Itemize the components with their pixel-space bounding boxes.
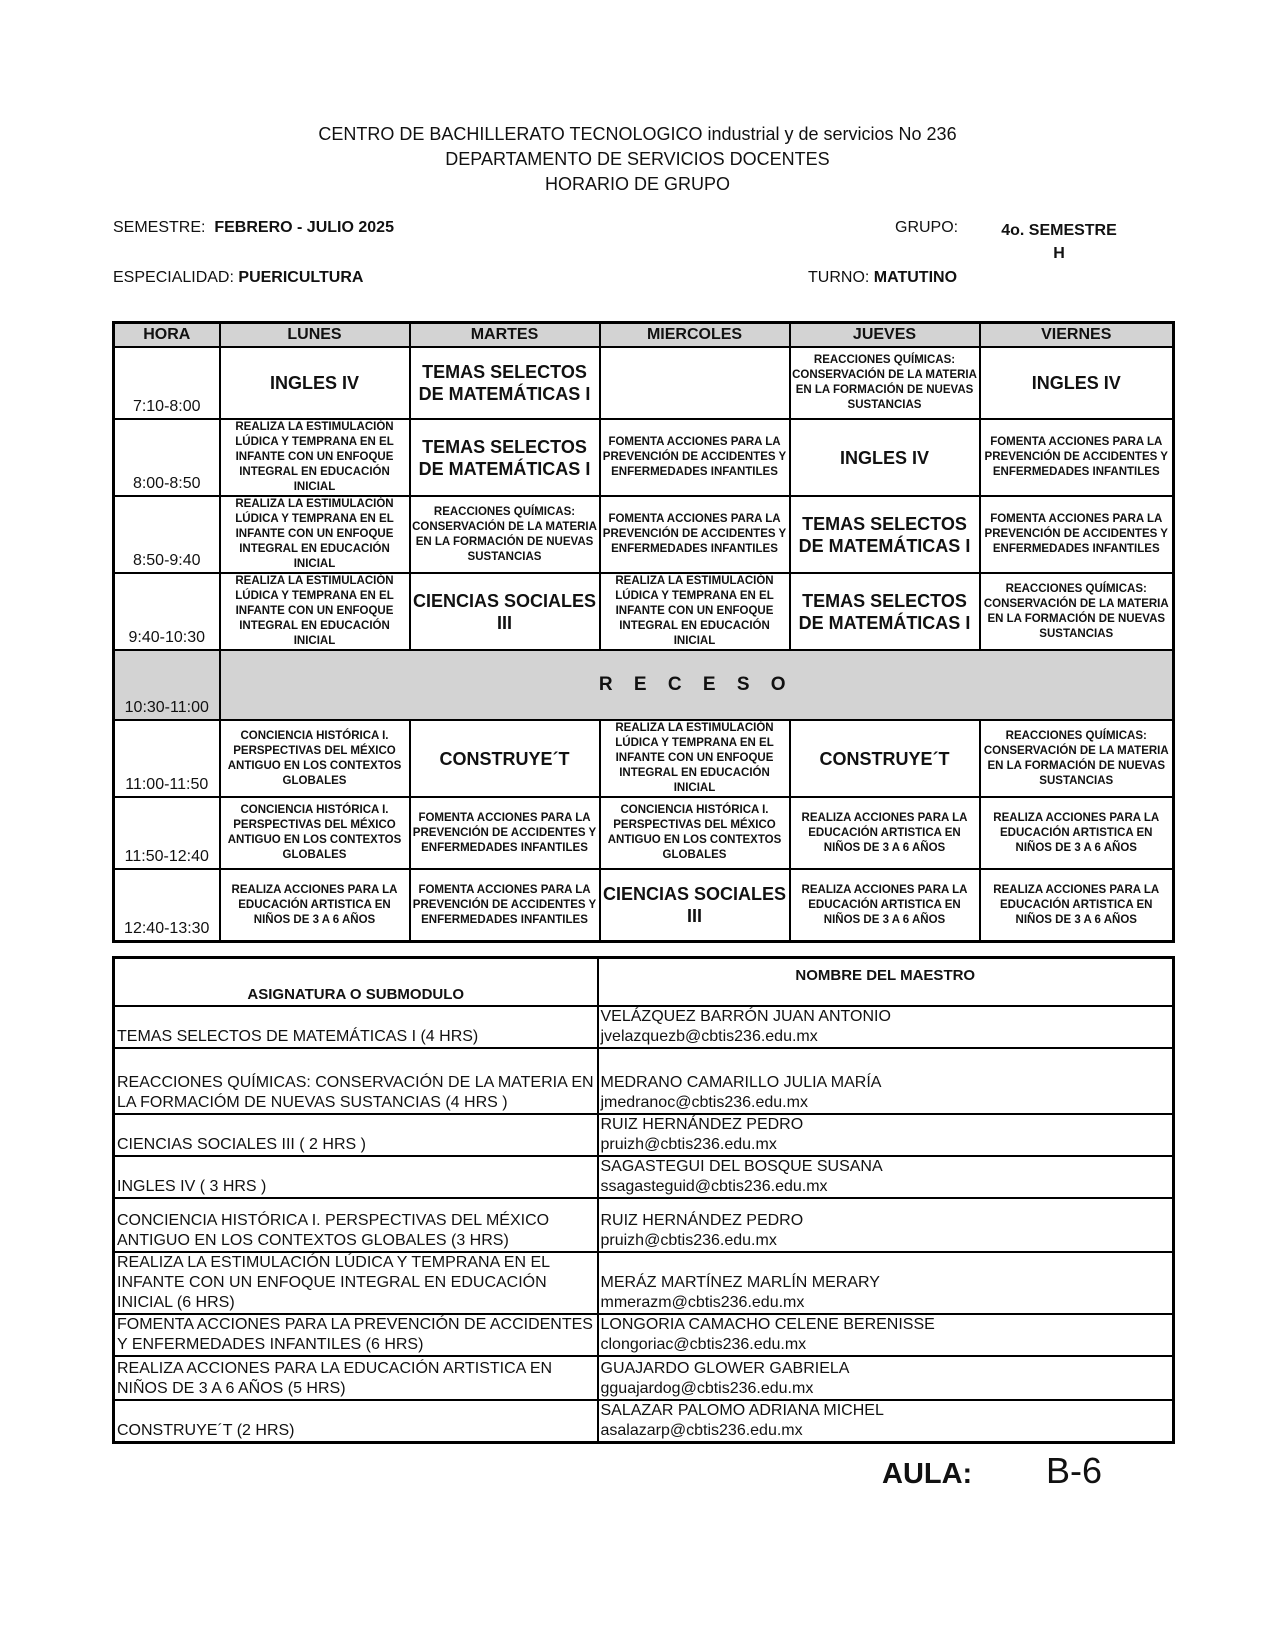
class-cell: REALIZA LA ESTIMULACIÓN LÚDICA Y TEMPRANA EN EL INFANTE CON UN ENFOQUE INTEGRAL EN EDUCACIÓN INICIAL — [220, 496, 410, 573]
teacher-row — [114, 1198, 1174, 1252]
class-cell: INGLES IV — [220, 347, 410, 419]
subject-cell: FOMENTA ACCIONES PARA LA PREVENCIÓN DE ACCIDENTES Y ENFERMEDADES INFANTILES (6 HRS) — [114, 1314, 598, 1356]
recess-row — [114, 650, 1174, 720]
class-cell: REALIZA ACCIONES PARA LA EDUCACIÓN ARTISTICA EN NIÑOS DE 3 A 6 AÑOS — [980, 797, 1174, 869]
hour-cell: 8:50-9:40 — [114, 496, 220, 573]
teacher-row — [114, 1356, 1174, 1400]
hour-cell: 12:40-13:30 — [114, 869, 220, 942]
teacher-row — [114, 1048, 1174, 1114]
especialidad-info — [113, 269, 363, 287]
teacher-cell — [598, 1048, 1174, 1114]
schedule-table — [112, 321, 1175, 943]
subject-cell: CONCIENCIA HISTÓRICA I. PERSPECTIVAS DEL MÉXICO ANTIGUO EN LOS CONTEXTOS GLOBALES (3 HRS) — [114, 1198, 598, 1252]
class-cell: REACCIONES QUÍMICAS: CONSERVACIÓN DE LA MATERIA EN LA FORMACIÓN DE NUEVAS SUSTANCIAS — [410, 496, 600, 573]
class-cell: CONSTRUYE´T — [410, 720, 600, 797]
class-cell: FOMENTA ACCIONES PARA LA PREVENCIÓN DE ACCIDENTES Y ENFERMEDADES INFANTILES — [980, 496, 1174, 573]
teacher-name: RUIZ HERNÁNDEZ PEDRO — [600, 1212, 804, 1229]
turno-label: TURNO: — [808, 269, 870, 286]
class-cell: CONCIENCIA HISTÓRICA I. PERSPECTIVAS DEL MÉXICO ANTIGUO EN LOS CONTEXTOS GLOBALES — [600, 797, 790, 869]
class-cell — [600, 347, 790, 419]
class-cell: REALIZA ACCIONES PARA LA EDUCACIÓN ARTISTICA EN NIÑOS DE 3 A 6 AÑOS — [790, 797, 980, 869]
schedule-row — [114, 797, 1174, 869]
grupo-value-line2: H — [1053, 245, 1065, 262]
class-cell: REALIZA ACCIONES PARA LA EDUCACIÓN ARTISTICA EN NIÑOS DE 3 A 6 AÑOS — [790, 869, 980, 942]
header-jueves: JUEVES — [790, 323, 980, 348]
schedule-row — [114, 869, 1174, 942]
hour-cell: 8:00-8:50 — [114, 419, 220, 496]
teacher-row — [114, 1006, 1174, 1048]
subject-cell: INGLES IV ( 3 HRS ) — [114, 1156, 598, 1198]
hour-cell: 7:10-8:00 — [114, 347, 220, 419]
recess-hour-cell: 10:30-11:00 — [114, 650, 220, 720]
header-hora: HORA — [114, 323, 220, 348]
turno-value: MATUTINO — [873, 269, 958, 286]
teacher-cell — [598, 1198, 1174, 1252]
teacher-row — [114, 1400, 1174, 1443]
header-lunes: LUNES — [220, 323, 410, 348]
schedule-header-row — [114, 323, 1174, 348]
grupo-value-line1: 4o. SEMESTRE — [1001, 222, 1117, 239]
teacher-name: LONGORIA CAMACHO CELENE BERENISSE — [600, 1316, 935, 1333]
subject-cell: REACCIONES QUÍMICAS: CONSERVACIÓN DE LA MATERIA EN LA FORMACIÓM DE NUEVAS SUSTANCIAS (4 HRS ) — [114, 1048, 598, 1114]
header-viernes: VIERNES — [980, 323, 1174, 348]
turno-info — [808, 269, 957, 287]
department-name: DEPARTAMENTO DE SERVICIOS DOCENTES — [445, 149, 830, 169]
grupo-value — [979, 219, 1139, 265]
hour-cell: 9:40-10:30 — [114, 573, 220, 650]
header-asignatura: ASIGNATURA O SUBMODULO — [114, 958, 598, 1007]
class-cell: FOMENTA ACCIONES PARA LA PREVENCIÓN DE ACCIDENTES Y ENFERMEDADES INFANTILES — [410, 869, 600, 942]
header-maestro: NOMBRE DEL MAESTRO — [598, 958, 1174, 1007]
semestre-info — [113, 219, 394, 237]
class-cell: CONCIENCIA HISTÓRICA I. PERSPECTIVAS DEL MÉXICO ANTIGUO EN LOS CONTEXTOS GLOBALES — [220, 797, 410, 869]
subject-cell: CIENCIAS SOCIALES III ( 2 HRS ) — [114, 1114, 598, 1156]
class-cell: CONSTRUYE´T — [790, 720, 980, 797]
teacher-email: jmedranoc@cbtis236.edu.mx — [600, 1094, 808, 1111]
especialidad-label: ESPECIALIDAD: — [113, 269, 234, 286]
subject-cell: REALIZA ACCIONES PARA LA EDUCACIÓN ARTISTICA EN NIÑOS DE 3 A 6 AÑOS (5 HRS) — [114, 1356, 598, 1400]
teacher-email: pruizh@cbtis236.edu.mx — [600, 1136, 777, 1153]
teacher-name: SAGASTEGUI DEL BOSQUE SUSANA — [600, 1158, 883, 1175]
teacher-email: asalazarp@cbtis236.edu.mx — [600, 1422, 803, 1439]
aula-label: AULA: — [882, 1458, 973, 1490]
schedule-row — [114, 347, 1174, 419]
class-cell: REALIZA ACCIONES PARA LA EDUCACIÓN ARTISTICA EN NIÑOS DE 3 A 6 AÑOS — [220, 869, 410, 942]
teacher-row — [114, 1314, 1174, 1356]
class-cell: TEMAS SELECTOS DE MATEMÁTICAS I — [410, 419, 600, 496]
teacher-name: SALAZAR PALOMO ADRIANA MICHEL — [600, 1402, 884, 1419]
especialidad-value: PUERICULTURA — [238, 269, 364, 286]
class-cell: REACCIONES QUÍMICAS: CONSERVACIÓN DE LA MATERIA EN LA FORMACIÓN DE NUEVAS SUSTANCIAS — [980, 720, 1174, 797]
schedule-row — [114, 419, 1174, 496]
class-cell: CONCIENCIA HISTÓRICA I. PERSPECTIVAS DEL MÉXICO ANTIGUO EN LOS CONTEXTOS GLOBALES — [220, 720, 410, 797]
teacher-cell — [598, 1400, 1174, 1443]
class-cell: FOMENTA ACCIONES PARA LA PREVENCIÓN DE ACCIDENTES Y ENFERMEDADES INFANTILES — [980, 419, 1174, 496]
class-cell: CIENCIAS SOCIALES III — [410, 573, 600, 650]
class-cell: INGLES IV — [790, 419, 980, 496]
class-cell: TEMAS SELECTOS DE MATEMÁTICAS I — [790, 573, 980, 650]
aula-value: B-6 — [1046, 1450, 1103, 1491]
class-cell: REACCIONES QUÍMICAS: CONSERVACIÓN DE LA MATERIA EN LA FORMACIÓN DE NUEVAS SUSTANCIAS — [790, 347, 980, 419]
subject-cell: TEMAS SELECTOS DE MATEMÁTICAS I (4 HRS) — [114, 1006, 598, 1048]
teachers-body — [114, 1006, 1174, 1443]
teacher-cell — [598, 1252, 1174, 1314]
class-cell: REALIZA LA ESTIMULACIÓN LÚDICA Y TEMPRANA EN EL INFANTE CON UN ENFOQUE INTEGRAL EN EDUCACIÓN INICIAL — [220, 573, 410, 650]
teacher-row — [114, 1252, 1174, 1314]
school-name: CENTRO DE BACHILLERATO TECNOLOGICO industrial y de servicios No 236 — [318, 124, 957, 144]
class-cell: INGLES IV — [980, 347, 1174, 419]
teacher-cell — [598, 1356, 1174, 1400]
hour-cell: 11:00-11:50 — [114, 720, 220, 797]
teachers-header-row — [114, 958, 1174, 1007]
class-cell: TEMAS SELECTOS DE MATEMÁTICAS I — [790, 496, 980, 573]
header-martes: MARTES — [410, 323, 600, 348]
teacher-email: clongoriac@cbtis236.edu.mx — [600, 1336, 807, 1353]
schedule-body — [114, 347, 1174, 942]
teacher-cell — [598, 1006, 1174, 1048]
class-cell: CIENCIAS SOCIALES III — [600, 869, 790, 942]
teacher-email: gguajardog@cbtis236.edu.mx — [600, 1380, 814, 1397]
teacher-name: MEDRANO CAMARILLO JULIA MARÍA — [600, 1074, 882, 1091]
schedule-row — [114, 573, 1174, 650]
teacher-name: RUIZ HERNÁNDEZ PEDRO — [600, 1116, 804, 1133]
schedule-row — [114, 496, 1174, 573]
subject-cell: REALIZA LA ESTIMULACIÓN LÚDICA Y TEMPRANA EN EL INFANTE CON UN ENFOQUE INTEGRAL EN EDUCACIÓN INICIAL (6 HRS) — [114, 1252, 598, 1314]
teacher-email: mmerazm@cbtis236.edu.mx — [600, 1294, 805, 1311]
teacher-cell — [598, 1156, 1174, 1198]
teacher-email: ssagasteguid@cbtis236.edu.mx — [600, 1178, 828, 1195]
class-cell: REACCIONES QUÍMICAS: CONSERVACIÓN DE LA MATERIA EN LA FORMACIÓN DE NUEVAS SUSTANCIAS — [980, 573, 1174, 650]
teachers-table — [112, 956, 1175, 1444]
recess-label: R E C E S O — [220, 650, 1174, 720]
subject-cell: CONSTRUYE´T (2 HRS) — [114, 1400, 598, 1443]
class-cell: FOMENTA ACCIONES PARA LA PREVENCIÓN DE ACCIDENTES Y ENFERMEDADES INFANTILES — [410, 797, 600, 869]
class-cell: REALIZA ACCIONES PARA LA EDUCACIÓN ARTISTICA EN NIÑOS DE 3 A 6 AÑOS — [980, 869, 1174, 942]
teacher-row — [114, 1156, 1174, 1198]
schedule-row — [114, 720, 1174, 797]
document-header — [0, 122, 1275, 197]
class-cell: REALIZA LA ESTIMULACIÓN LÚDICA Y TEMPRANA EN EL INFANTE CON UN ENFOQUE INTEGRAL EN EDUCACIÓN INICIAL — [600, 573, 790, 650]
grupo-label: GRUPO: — [895, 219, 959, 236]
teacher-name: VELÁZQUEZ BARRÓN JUAN ANTONIO — [600, 1008, 891, 1025]
class-cell: REALIZA LA ESTIMULACIÓN LÚDICA Y TEMPRANA EN EL INFANTE CON UN ENFOQUE INTEGRAL EN EDUCACIÓN INICIAL — [220, 419, 410, 496]
teacher-email: pruizh@cbtis236.edu.mx — [600, 1232, 777, 1249]
teacher-name: GUAJARDO GLOWER GABRIELA — [600, 1360, 850, 1377]
class-cell: FOMENTA ACCIONES PARA LA PREVENCIÓN DE ACCIDENTES Y ENFERMEDADES INFANTILES — [600, 496, 790, 573]
teacher-name: MERÁZ MARTÍNEZ MARLÍN MERARY — [600, 1274, 880, 1291]
teacher-row — [114, 1114, 1174, 1156]
document-title: HORARIO DE GRUPO — [544, 174, 731, 194]
class-cell: FOMENTA ACCIONES PARA LA PREVENCIÓN DE ACCIDENTES Y ENFERMEDADES INFANTILES — [600, 419, 790, 496]
semestre-value: FEBRERO - JULIO 2025 — [214, 219, 394, 236]
header-miercoles: MIERCOLES — [600, 323, 790, 348]
teacher-cell — [598, 1314, 1174, 1356]
teacher-cell — [598, 1114, 1174, 1156]
semestre-label: SEMESTRE: — [113, 219, 206, 236]
teacher-email: jvelazquezb@cbtis236.edu.mx — [600, 1028, 818, 1045]
hour-cell: 11:50-12:40 — [114, 797, 220, 869]
class-cell: REALIZA LA ESTIMULACIÓN LÚDICA Y TEMPRANA EN EL INFANTE CON UN ENFOQUE INTEGRAL EN EDUCACIÓN INICIAL — [600, 720, 790, 797]
class-cell: TEMAS SELECTOS DE MATEMÁTICAS I — [410, 347, 600, 419]
